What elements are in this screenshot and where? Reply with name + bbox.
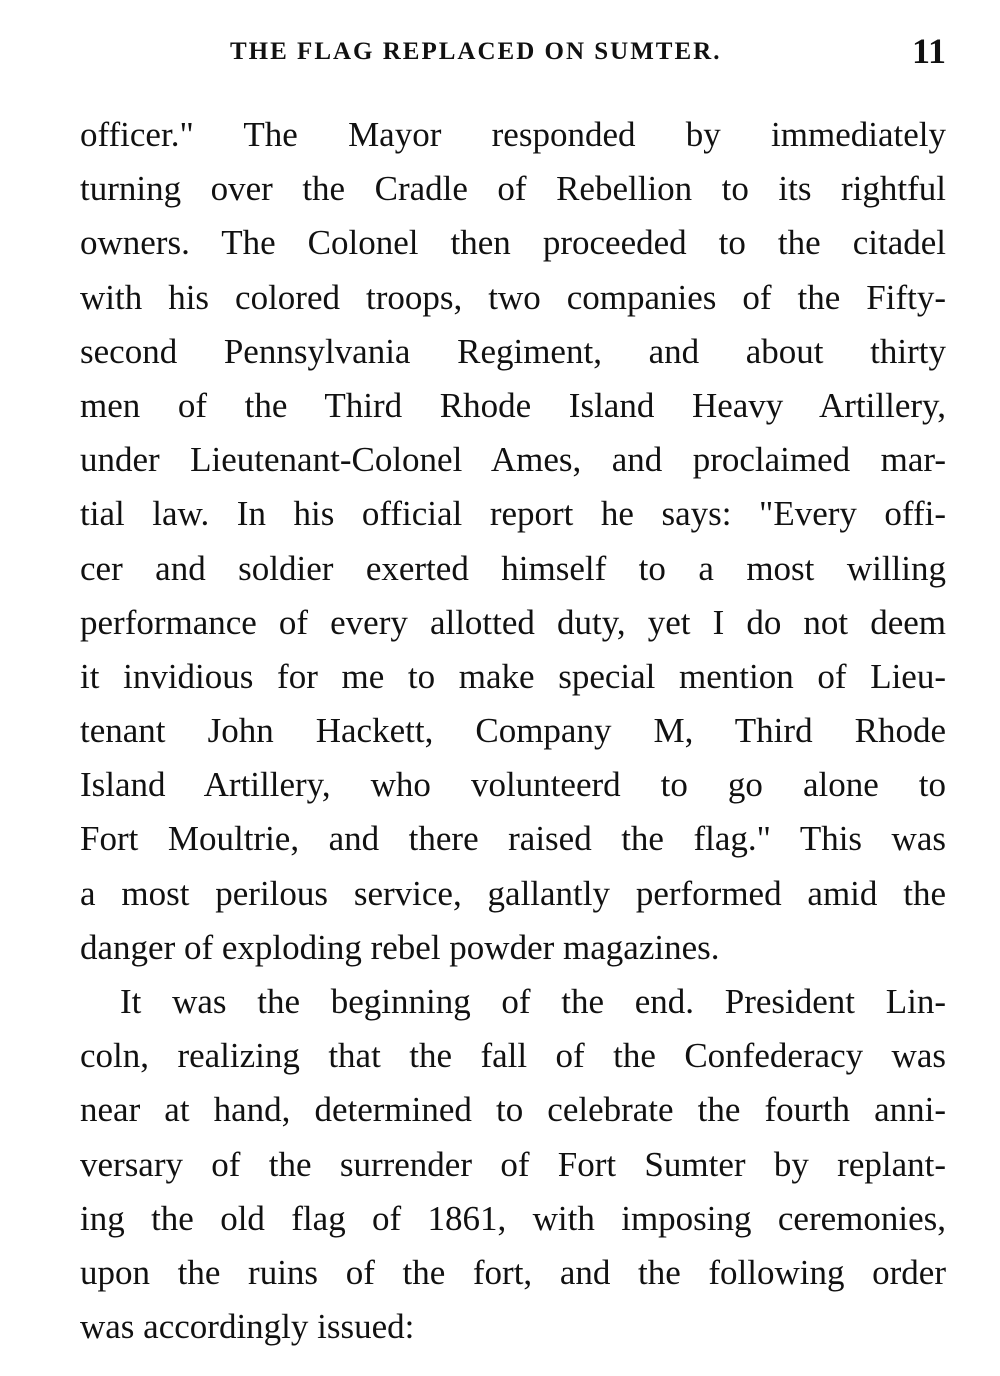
text-line: second Pennsylvania Regiment, and about thirty: [80, 331, 946, 371]
text-line: coln, realizing that the fall of the Confederacy was: [80, 1036, 946, 1076]
text-line: it invidious for me to make special mention of Lieu-: [80, 656, 946, 696]
text-line: upon the ruins of the fort, and the following order: [80, 1252, 946, 1292]
text-line: performance of every allotted duty, yet I do not deem: [80, 602, 946, 642]
text-line: was accordingly issued:: [80, 1307, 415, 1347]
text-line: with his colored troops, two companies of the Fifty-: [80, 277, 946, 317]
text-line: near at hand, determined to celebrate the fourth anni-: [80, 1090, 946, 1130]
body-text: [80, 108, 946, 1354]
text-line: owners. The Colonel then proceeded to the citadel: [80, 223, 946, 263]
text-line: turning over the Cradle of Rebellion to its rightful: [80, 169, 946, 209]
text-line: It was the beginning of the end. President Lin-: [120, 982, 946, 1021]
paragraph-1: [80, 108, 946, 975]
running-head: [80, 30, 946, 74]
text-line: ing the old flag of 1861, with imposing ceremonies,: [80, 1198, 946, 1238]
text-line: under Lieutenant-Colonel Ames, and proclaimed mar-: [80, 440, 946, 480]
running-title: THE FLAG REPLACED ON SUMTER.: [230, 38, 722, 65]
text-line: tial law. In his official report he says: "Every offi-: [80, 494, 946, 534]
text-line: tenant John Hackett, Company M, Third Rhode: [80, 711, 946, 751]
text-line: officer." The Mayor responded by immediately: [80, 115, 946, 154]
text-line: Fort Moultrie, and there raised the flag." This was: [80, 819, 946, 859]
text-line: a most perilous service, gallantly performed amid the: [80, 873, 946, 913]
text-line: versary of the surrender of Fort Sumter by replant-: [80, 1144, 946, 1184]
text-line: Island Artillery, who volunteerd to go alone to: [80, 765, 946, 805]
text-line: men of the Third Rhode Island Heavy Artillery,: [80, 385, 946, 425]
page-number: 11: [911, 31, 946, 71]
paragraph-2: [80, 975, 946, 1354]
text-line: danger of exploding rebel powder magazines.: [80, 927, 720, 967]
text-line: cer and soldier exerted himself to a most willing: [80, 548, 946, 588]
